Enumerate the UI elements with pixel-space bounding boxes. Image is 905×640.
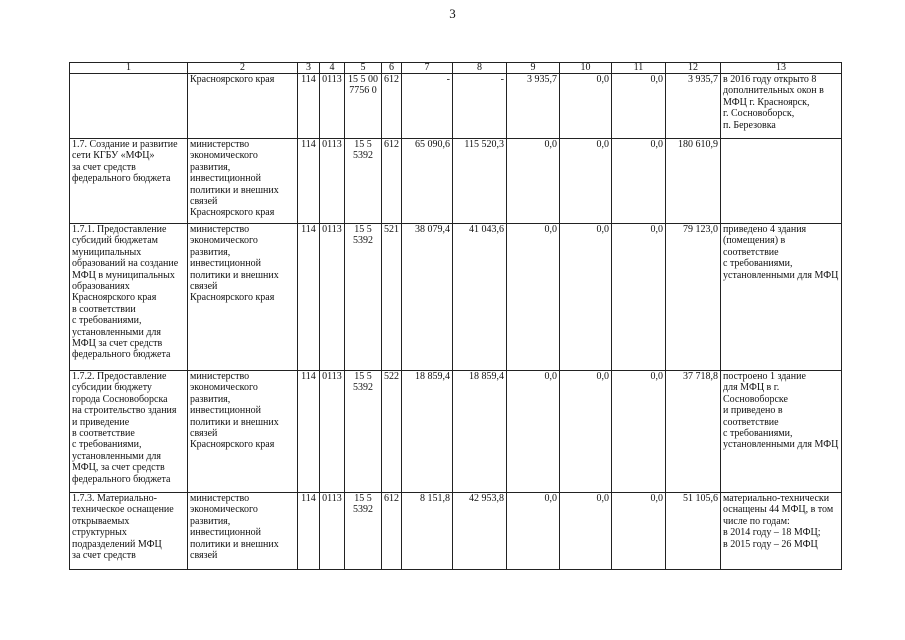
cell-line: 5392: [353, 382, 373, 394]
amount-2016-cell: 0,0: [507, 371, 560, 493]
amount-2014-cell: -: [402, 74, 453, 139]
amount-2015-cell: 115 520,3: [453, 139, 507, 224]
activity-name-cell: [70, 224, 188, 371]
column-number-header: 12: [666, 63, 721, 74]
cell-line: политики и внешних: [190, 184, 279, 196]
amount-2018-cell: 0,0: [612, 224, 666, 371]
amount-2015-cell: -: [453, 74, 507, 139]
cell-line: 15 5: [354, 371, 372, 382]
cell-line: 5392: [353, 150, 373, 162]
grbs-code-cell: 114: [298, 224, 320, 371]
column-number-header: 8: [453, 63, 507, 74]
cell-line: инвестиционной: [190, 258, 261, 270]
cell-line: 5392: [353, 235, 373, 247]
rzpr-code-cell: 0113: [320, 224, 345, 371]
cell-line: 15 5 00: [348, 74, 378, 85]
cell-line: федерального бюджета: [72, 349, 171, 361]
cell-line: материально-технически: [723, 493, 830, 504]
csr-code-cell: [345, 371, 382, 493]
cell-line: с требованиями,: [723, 258, 793, 270]
cell-line: установленными для: [72, 450, 162, 462]
cell-line: министерство: [190, 139, 250, 150]
activity-name-cell: [70, 74, 188, 139]
amount-2017-cell: 0,0: [560, 493, 612, 570]
cell-line: сети КГБУ «МФЦ»: [72, 150, 155, 162]
cell-line: в соответствии: [72, 303, 136, 315]
column-number-header: 5: [345, 63, 382, 74]
cell-line: п. Березовка: [723, 119, 776, 131]
cell-line: экономического: [190, 382, 258, 394]
cell-line: муниципальных: [72, 246, 142, 258]
cell-line: связей: [190, 196, 218, 208]
cell-line: развития,: [190, 161, 231, 173]
cell-line: структурных: [72, 527, 127, 539]
cell-line: федерального бюджета: [72, 173, 171, 185]
cell-line: политики и внешних: [190, 269, 279, 281]
cell-line: на строительство здания: [72, 405, 177, 417]
cell-line: федерального бюджета: [72, 473, 171, 485]
amount-2017-cell: 0,0: [560, 224, 612, 371]
cell-line: дополнительных окон в: [723, 85, 824, 97]
cell-line: развития,: [190, 246, 231, 258]
cell-line: МФЦ в муниципальных: [72, 269, 175, 281]
column-number-header: 4: [320, 63, 345, 74]
csr-code-cell: [345, 74, 382, 139]
cell-line: политики и внешних: [190, 538, 279, 550]
rzpr-code-cell: 0113: [320, 139, 345, 224]
cell-line: экономического: [190, 150, 258, 162]
cell-line: (помещения) в соответствие: [723, 235, 786, 258]
vr-code-cell: 612: [382, 74, 402, 139]
administrator-cell: [188, 493, 298, 570]
cell-line: МФЦ, за счет средств: [72, 462, 165, 474]
amount-2014-cell: 65 090,6: [402, 139, 453, 224]
cell-line: 5392: [353, 504, 373, 516]
cell-line: министерство: [190, 224, 250, 235]
cell-line: Красноярского края: [190, 74, 275, 85]
expected-result-cell: [721, 224, 842, 371]
table-row: [70, 139, 842, 224]
amount-2017-cell: 0,0: [560, 139, 612, 224]
cell-line: установленными для МФЦ: [723, 269, 839, 281]
expected-result-cell: [721, 493, 842, 570]
cell-line: подразделений МФЦ: [72, 538, 162, 550]
column-number-header: 7: [402, 63, 453, 74]
cell-line: инвестиционной: [190, 527, 261, 539]
cell-line: 1.7.3. Материально-: [72, 493, 157, 504]
column-number-header: 3: [298, 63, 320, 74]
cell-line: открываемых: [72, 515, 130, 527]
cell-line: в 2014 году – 18 МФЦ;: [723, 527, 821, 539]
administrator-cell: [188, 371, 298, 493]
amount-2015-cell: 18 859,4: [453, 371, 507, 493]
csr-code-cell: [345, 139, 382, 224]
cell-line: Красноярского края: [190, 207, 275, 219]
cell-line: за счет средств: [72, 550, 136, 562]
activity-name-cell: [70, 371, 188, 493]
vr-code-cell: 521: [382, 224, 402, 371]
cell-line: оснащены 44 МФЦ, в том: [723, 504, 834, 516]
administrator-cell: [188, 74, 298, 139]
cell-line: установленными для МФЦ: [723, 439, 839, 451]
cell-line: инвестиционной: [190, 173, 261, 185]
table-row: [70, 74, 842, 139]
cell-line: развития,: [190, 393, 231, 405]
amount-total-cell: 79 123,0: [666, 224, 721, 371]
cell-line: города Сосновоборска: [72, 393, 168, 405]
cell-line: 15 5: [354, 139, 372, 150]
cell-line: за счет средств: [72, 161, 136, 173]
amount-2018-cell: 0,0: [612, 371, 666, 493]
rzpr-code-cell: 0113: [320, 371, 345, 493]
grbs-code-cell: 114: [298, 371, 320, 493]
cell-line: экономического: [190, 504, 258, 516]
amount-total-cell: 180 610,9: [666, 139, 721, 224]
cell-line: субсидий бюджетам: [72, 235, 158, 247]
grbs-code-cell: 114: [298, 74, 320, 139]
column-number-header: 1: [70, 63, 188, 74]
column-number-header: 6: [382, 63, 402, 74]
cell-line: г. Сосновоборск,: [723, 108, 795, 120]
cell-line: приведено 4 здания: [723, 224, 807, 235]
cell-line: и приведение: [72, 416, 130, 428]
cell-line: политики и внешних: [190, 416, 279, 428]
cell-line: с требованиями,: [72, 439, 142, 451]
amount-2017-cell: 0,0: [560, 74, 612, 139]
amount-2018-cell: 0,0: [612, 493, 666, 570]
cell-line: министерство: [190, 371, 250, 382]
amount-2016-cell: 3 935,7: [507, 74, 560, 139]
cell-line: и приведено в соответствие: [723, 405, 783, 428]
amount-2016-cell: 0,0: [507, 493, 560, 570]
cell-line: образований на создание: [72, 258, 179, 270]
amount-total-cell: 37 718,8: [666, 371, 721, 493]
expected-result-cell: [721, 139, 842, 224]
budget-table: [69, 62, 842, 570]
cell-line: МФЦ за счет средств: [72, 338, 163, 350]
cell-line: связей: [190, 281, 218, 293]
cell-line: с требованиями,: [723, 428, 793, 440]
cell-line: экономического: [190, 235, 258, 247]
cell-line: с требованиями,: [72, 315, 142, 327]
cell-line: инвестиционной: [190, 405, 261, 417]
cell-line: Красноярского края: [190, 439, 275, 451]
column-number-header: 9: [507, 63, 560, 74]
rzpr-code-cell: 0113: [320, 493, 345, 570]
cell-line: в соответствие: [72, 428, 135, 440]
rzpr-code-cell: 0113: [320, 74, 345, 139]
amount-2015-cell: 41 043,6: [453, 224, 507, 371]
cell-line: 15 5: [354, 493, 372, 504]
activity-name-cell: [70, 139, 188, 224]
expected-result-cell: [721, 74, 842, 139]
vr-code-cell: 522: [382, 371, 402, 493]
csr-code-cell: [345, 493, 382, 570]
amount-2014-cell: 8 151,8: [402, 493, 453, 570]
amount-2016-cell: 0,0: [507, 224, 560, 371]
amount-2018-cell: 0,0: [612, 139, 666, 224]
cell-line: техническое оснащение: [72, 504, 174, 516]
vr-code-cell: 612: [382, 493, 402, 570]
page-number: 3: [449, 6, 456, 21]
grbs-code-cell: 114: [298, 493, 320, 570]
activity-name-cell: [70, 493, 188, 570]
cell-line: числе по годам:: [723, 515, 790, 527]
amount-2014-cell: 38 079,4: [402, 224, 453, 371]
cell-line: в 2016 году открыто 8: [723, 74, 817, 85]
cell-line: 15 5: [354, 224, 372, 235]
amount-2016-cell: 0,0: [507, 139, 560, 224]
cell-line: образованиях: [72, 281, 130, 293]
table-header-row: [70, 63, 842, 74]
administrator-cell: [188, 224, 298, 371]
vr-code-cell: 612: [382, 139, 402, 224]
cell-line: министерство: [190, 493, 250, 504]
amount-2014-cell: 18 859,4: [402, 371, 453, 493]
amount-2015-cell: 42 953,8: [453, 493, 507, 570]
amount-total-cell: 3 935,7: [666, 74, 721, 139]
cell-line: связей: [190, 428, 218, 440]
expected-result-cell: [721, 371, 842, 493]
cell-line: субсидии бюджету: [72, 382, 152, 394]
amount-2017-cell: 0,0: [560, 371, 612, 493]
amount-total-cell: 51 105,6: [666, 493, 721, 570]
cell-line: установленными для: [72, 326, 162, 338]
amount-2018-cell: 0,0: [612, 74, 666, 139]
cell-line: 1.7.2. Предоставление: [72, 371, 167, 382]
cell-line: 7756 0: [349, 85, 377, 97]
table-row: [70, 493, 842, 570]
grbs-code-cell: 114: [298, 139, 320, 224]
column-number-header: 2: [188, 63, 298, 74]
cell-line: развития,: [190, 515, 231, 527]
column-number-header: 11: [612, 63, 666, 74]
administrator-cell: [188, 139, 298, 224]
cell-line: построено 1 здание: [723, 371, 806, 382]
cell-line: связей: [190, 550, 218, 562]
table-row: [70, 224, 842, 371]
cell-line: МФЦ г. Красноярск,: [723, 96, 810, 108]
cell-line: в 2015 году – 26 МФЦ: [723, 538, 818, 550]
cell-line: Красноярского края: [72, 292, 157, 304]
cell-line: для МФЦ в г. Сосновоборске: [723, 382, 788, 405]
column-number-header: 10: [560, 63, 612, 74]
cell-line: 1.7.1. Предоставление: [72, 224, 167, 235]
cell-line: Красноярского края: [190, 292, 275, 304]
column-number-header: 13: [721, 63, 842, 74]
cell-line: 1.7. Создание и развитие: [72, 139, 178, 150]
table-row: [70, 371, 842, 493]
csr-code-cell: [345, 224, 382, 371]
